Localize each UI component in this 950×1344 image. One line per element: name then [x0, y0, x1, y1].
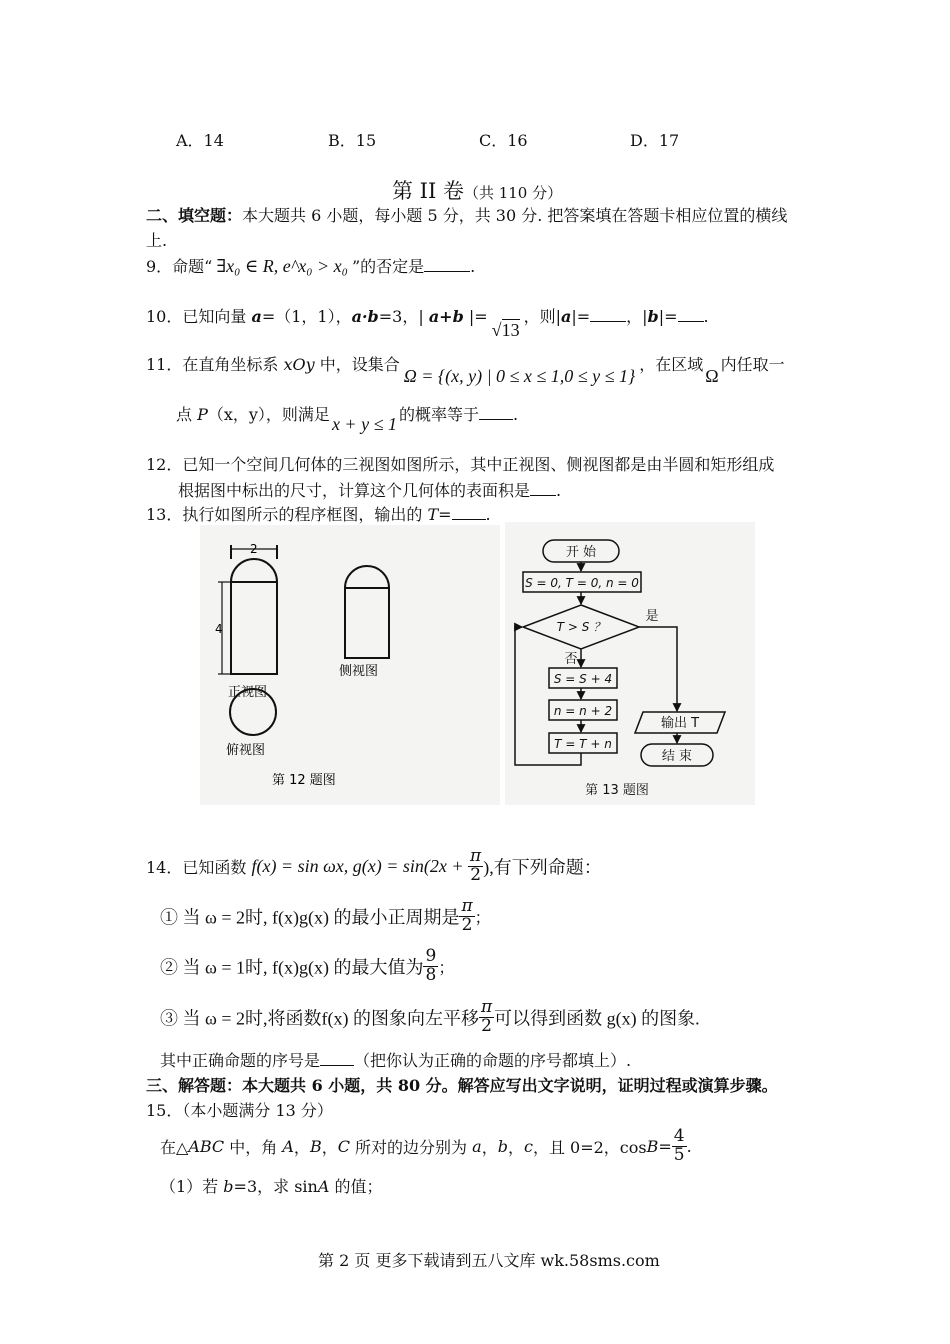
q10-sqrt: √13 [491, 320, 520, 340]
q15-part1-text: （1）若 [160, 1177, 224, 1196]
fig12-top-label: 俯视图 [226, 743, 266, 758]
q10-text-3: |= [463, 307, 488, 326]
q11-text: 中，设集合 [314, 355, 400, 374]
q15-cos-b: B [646, 1136, 659, 1156]
q15-part1-text-3: 的值； [329, 1177, 383, 1196]
q14-item2-fraction [423, 948, 438, 985]
q14-item1-text: ① 当 ω = 2时, f(x)g(x) 的最小正周期是 [160, 907, 460, 928]
q14-frac-den: 2 [470, 864, 482, 885]
question-13 [146, 502, 491, 525]
q15-comma: ， [321, 1137, 338, 1157]
q13-eq: = [438, 505, 452, 524]
q13-dot: . [485, 505, 491, 524]
q14-item3-fraction [479, 999, 494, 1036]
q14-item2-end: ； [438, 957, 455, 977]
q15-text-4: ，且 0=2，cos [532, 1137, 647, 1157]
q14-functions: f(x) = sin ωx, g(x) = sin(2x + [251, 855, 469, 876]
question-14 [146, 848, 602, 885]
q9-dot: . [470, 257, 476, 276]
q11-condition: x + y ≤ 1 [331, 414, 397, 434]
q10-text: =（1，1）， [261, 307, 352, 326]
q15-frac-num: 4 [673, 1126, 685, 1146]
q10-vector-a: a [251, 307, 262, 326]
q14-prefix: 14．已知函数 [146, 857, 252, 877]
q15-part1-text-2: =3，求 sin [233, 1177, 318, 1196]
q10-text-7: |= [658, 307, 678, 326]
option-a: A．14 [176, 131, 224, 150]
q11-blank [479, 405, 513, 420]
q10-text-6: ，| [626, 307, 648, 326]
q10-sum: a+b [428, 307, 464, 326]
q15-dot: . [686, 1136, 692, 1156]
q10-text-2: =3，| [378, 307, 429, 326]
option-d: D．17 [630, 131, 680, 150]
q15-part1-b: b [223, 1177, 234, 1196]
fig13-output-label: 输出 T [660, 716, 700, 731]
q14-item1-num: π [461, 896, 473, 916]
fig12-front-label: 正视图 [228, 685, 268, 700]
q14-suffix: ),有下列命题： [483, 857, 602, 878]
q14-note-text-2: （把你认为正确的命题的序号都填上）. [354, 1051, 632, 1070]
fig13-step3-label: T = T + n [554, 737, 612, 751]
q15-comma: ， [507, 1137, 524, 1157]
q10-text-5: |= [571, 307, 591, 326]
q14-item-1 [160, 898, 491, 935]
q11-prefix: 11．在直角坐标系 [146, 355, 284, 374]
q15-title: 15．（本小题满分 13 分） [146, 1101, 333, 1120]
q14-item3-den: 2 [481, 1015, 492, 1036]
q15-text: 在△ [160, 1137, 189, 1157]
q15-side-a: a [472, 1136, 482, 1156]
q10-blank-1 [590, 307, 626, 322]
q14-item1-fraction [459, 898, 474, 935]
section-title [392, 175, 562, 205]
q15-equals: = [658, 1136, 672, 1156]
q14-item2-text: ② 当 ω = 1时, f(x)g(x) 的最大值为 [160, 957, 424, 978]
fig13-step1-label: S = S + 4 [553, 672, 613, 686]
fig12-side-label: 侧视图 [339, 664, 379, 679]
q11-omega: Ω [705, 366, 719, 386]
question-12-line-2 [178, 478, 561, 501]
q11-dot: . [512, 405, 519, 424]
q10-blank-2 [678, 307, 704, 322]
q9-suffix: ”的否定是 [351, 257, 425, 276]
q15-comma: ， [293, 1137, 310, 1157]
fig12-caption: 第 12 题图 [272, 773, 336, 788]
fig13-end-label: 结 束 [661, 749, 693, 764]
q9-prefix: 9．命题“ [146, 257, 213, 276]
fill-in-instructions [146, 203, 787, 226]
q13-prefix: 13．执行如图所示的程序框图，输出的 [146, 505, 428, 524]
option-b: B．15 [328, 131, 377, 150]
q10-dot-product: a·b [351, 307, 379, 326]
fig12-dim-top: 2 [250, 542, 258, 556]
q11-set: Ω = {(x, y) | 0 ≤ x ≤ 1,0 ≤ y ≤ 1} [403, 366, 636, 386]
q14-frac-num: π [470, 846, 482, 866]
q11-text-2: ，在区域 [639, 355, 704, 374]
solve-heading: 三、解答题：本大题共 6 小题，共 80 分。解答应写出文字说明，证明过程或演算步骤。 [146, 1076, 778, 1095]
q14-fraction [468, 848, 483, 885]
q14-item3-num: π [480, 997, 493, 1017]
q14-note-text: 其中正确命题的序号是 [160, 1051, 321, 1070]
q9-formula: ∃x₀ ∈ R, e^x₀ > x₀ [216, 256, 348, 276]
q14-item-2 [160, 948, 454, 985]
figure-13-flowchart [505, 522, 755, 805]
q14-item2-den: 8 [425, 964, 437, 985]
q14-blank [320, 1051, 354, 1066]
q15-side-c: c [523, 1136, 533, 1156]
q15-fraction [672, 1128, 687, 1165]
q12-blank [530, 481, 556, 496]
page-footer: 第 2 页 更多下载请到五八文库 wk.58sms.com [318, 1251, 660, 1270]
q10-b-magnitude: b [647, 307, 659, 326]
q9-answer-blank [424, 257, 470, 272]
q15-angle-a: A [282, 1136, 294, 1156]
fig12-dim-side: 4 [215, 622, 223, 636]
option-c: C．16 [479, 131, 528, 150]
q14-item-3 [160, 999, 700, 1036]
fill-in-text: 本大题共 6 小题，每小题 5 分，共 30 分. 把答案填在答题卡相应位置的横线 [242, 206, 788, 225]
q15-part1-a: A [317, 1177, 330, 1196]
q10-text-4: ，则| [523, 307, 561, 326]
figure-12-three-views [200, 525, 500, 805]
q11-coords: （x，y），则满足 [207, 405, 330, 424]
fig13-cond-label: T > S ？ [556, 620, 606, 634]
q14-item3-text: ③ 当 ω = 2时,将函数f(x) 的图象向左平移 [160, 1008, 479, 1029]
fig13-init-label: S = 0, T = 0, n = 0 [525, 576, 639, 590]
q15-text-2: 中，角 [224, 1137, 283, 1157]
q13-t: T [427, 505, 439, 524]
fill-in-heading: 二、填空题： [146, 206, 243, 225]
fig13-caption: 第 13 题图 [585, 783, 649, 798]
fig13-background [505, 522, 755, 805]
q15-abc: ABC [188, 1136, 225, 1156]
fig13-step2-label: n = n + 2 [553, 704, 613, 718]
q11-text-3: 内任取一 [720, 355, 785, 374]
q15-angle-c: C [337, 1136, 350, 1156]
q10-sqrt-value: 13 [501, 320, 520, 340]
q15-body [160, 1128, 692, 1165]
q11-text-4: 的概率等于 [398, 405, 479, 424]
q11-line2-prefix: 点 [176, 405, 198, 424]
q14-item2-num: 9 [425, 946, 437, 966]
q15-frac-den: 5 [673, 1144, 685, 1165]
question-10 [146, 304, 709, 340]
q12-dot: . [556, 481, 562, 500]
q14-item1-den: 2 [461, 914, 473, 935]
q11-xoy: xOy [283, 355, 315, 374]
fig13-no-label: 否 [564, 652, 578, 667]
q10-a-magnitude: a [560, 307, 572, 326]
q14-note [160, 1048, 631, 1071]
fig13-yes-label: 是 [645, 609, 659, 624]
q13-blank [452, 505, 486, 520]
question-11-line-2 [176, 402, 519, 434]
question-9 [146, 254, 475, 277]
question-12-line-1: 12．已知一个空间几何体的三视图如图所示，其中正视图、侧视图都是由半圆和矩形组成 [146, 455, 775, 474]
q12-text: 根据图中标出的尺寸，计算这个几何体的表面积是 [178, 481, 531, 500]
q15-side-b: b [497, 1136, 508, 1156]
q14-item1-end: ； [474, 907, 491, 927]
q14-item3-text-2: 可以得到函数 g(x) 的图象. [494, 1008, 700, 1029]
section-title-sub: （共 110 分） [463, 184, 563, 202]
fill-in-text-2: 上. [146, 231, 168, 250]
q15-comma: ， [481, 1137, 498, 1157]
section-title-main: 第 II 卷 [392, 179, 464, 203]
q10-dot: . [703, 307, 709, 326]
fig13-start-label: 开 始 [565, 545, 597, 560]
q15-part-1 [160, 1174, 383, 1197]
q15-angle-b: B [309, 1136, 322, 1156]
q10-prefix: 10．已知向量 [146, 307, 252, 326]
q11-point: P [197, 405, 208, 424]
question-11 [146, 352, 785, 386]
q15-text-3: 所对的边分别为 [349, 1137, 473, 1157]
